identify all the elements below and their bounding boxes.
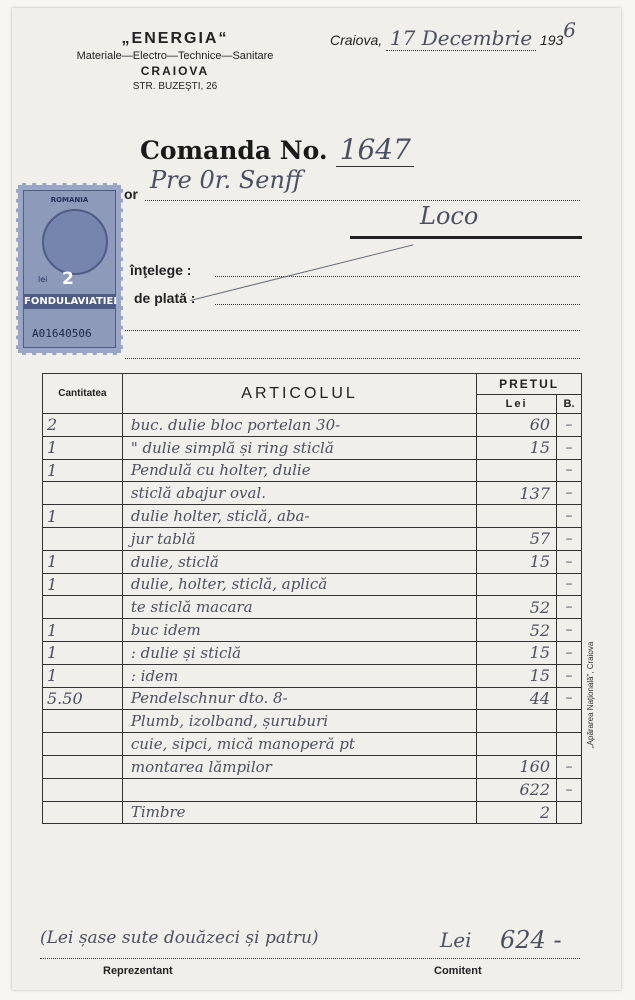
row-article: Pendelschnur dto. 8- — [122, 687, 476, 710]
row-article: : idem — [122, 664, 476, 687]
recipient-location: Loco — [420, 202, 479, 230]
row-qty: 1 — [43, 436, 123, 459]
row-article — [122, 778, 476, 801]
date-year-hand: 6 — [563, 18, 577, 42]
row-article: dulie, sticlă — [122, 550, 476, 573]
printer-mark: „Apărarea Naţională”, Craiova — [586, 641, 595, 748]
items-body — [43, 414, 582, 824]
company-header — [55, 30, 295, 92]
stamp-country: ROMANIA — [50, 196, 89, 204]
order-number: 1647 — [336, 133, 414, 167]
row-lei — [477, 573, 557, 596]
total-line — [40, 958, 580, 959]
row-qty — [43, 482, 123, 505]
header-article: ARTICOLUL — [122, 374, 476, 414]
date-line — [330, 18, 620, 51]
items-table — [42, 373, 582, 824]
recipient-label: or — [124, 186, 138, 202]
header-price: PRETUL — [477, 374, 582, 395]
row-bani — [557, 801, 582, 824]
row-qty: 1 — [43, 550, 123, 573]
row-lei: 137 — [477, 482, 557, 505]
stamp-serial: A01640506 — [32, 327, 92, 340]
row-lei: 15 — [477, 664, 557, 687]
table-row — [43, 596, 582, 619]
table-row — [43, 505, 582, 528]
row-bani: – — [557, 459, 582, 482]
revenue-stamp — [16, 183, 123, 355]
row-article: dulie holter, sticlă, aba- — [122, 505, 476, 528]
row-article: buc idem — [122, 619, 476, 642]
table-row — [43, 641, 582, 664]
stamp-value: 2 — [62, 269, 74, 289]
row-lei: 57 — [477, 527, 557, 550]
row-bani — [557, 733, 582, 756]
row-qty — [43, 733, 123, 756]
row-article: : dulie și sticlă — [122, 641, 476, 664]
date-year-printed: 193 — [539, 32, 564, 48]
total-in-words: (Lei șase sute douăzeci și patru) — [40, 928, 319, 948]
company-name: „ENERGIA“ — [121, 30, 229, 47]
row-lei — [477, 459, 557, 482]
row-bani: – — [557, 550, 582, 573]
date-day-month: 17 Decembrie — [386, 26, 536, 51]
row-bani: – — [557, 505, 582, 528]
row-lei — [477, 710, 557, 733]
table-row — [43, 778, 582, 801]
blank-line-1 — [125, 330, 580, 331]
row-qty — [43, 755, 123, 778]
row-article: te sticlă macara — [122, 596, 476, 619]
row-qty: 1 — [43, 619, 123, 642]
row-qty: 1 — [43, 641, 123, 664]
row-lei: 2 — [477, 801, 557, 824]
table-row — [43, 550, 582, 573]
row-article: cuie, sipci, mică manoperă pt — [122, 733, 476, 756]
date-city-label: Craiova, — [330, 32, 383, 48]
row-bani: – — [557, 482, 582, 505]
row-lei — [477, 505, 557, 528]
row-qty: 2 — [43, 414, 123, 437]
row-qty: 1 — [43, 573, 123, 596]
row-article: " dulie simplă și ring sticlă — [122, 436, 476, 459]
stamp-portrait — [42, 209, 108, 275]
row-bani: – — [557, 596, 582, 619]
table-row — [43, 710, 582, 733]
row-qty — [43, 527, 123, 550]
table-row — [43, 687, 582, 710]
table-row — [43, 801, 582, 824]
row-lei: 622 — [477, 778, 557, 801]
company-street: STR. BUZEŞTI, 26 — [132, 81, 218, 92]
row-bani — [557, 710, 582, 733]
row-bani: – — [557, 527, 582, 550]
field-intelege-label: înţelege : — [130, 262, 192, 278]
row-lei: 15 — [477, 436, 557, 459]
row-qty: 5.50 — [43, 687, 123, 710]
table-row — [43, 436, 582, 459]
row-bani: – — [557, 664, 582, 687]
total-amount: 624 - — [500, 926, 562, 954]
total-label: Lei — [440, 928, 472, 952]
table-row — [43, 482, 582, 505]
row-qty — [43, 710, 123, 733]
blank-line-2 — [125, 358, 580, 359]
row-article: dulie, holter, sticlă, aplică — [122, 573, 476, 596]
table-row — [43, 733, 582, 756]
field-plata-line — [215, 304, 580, 305]
row-lei: 160 — [477, 755, 557, 778]
company-city: CRAIOVA — [140, 64, 210, 78]
stamp-frame — [23, 190, 116, 348]
recipient-line-1 — [145, 200, 580, 201]
row-qty — [43, 596, 123, 619]
row-bani: – — [557, 573, 582, 596]
stamp-currency: lei — [38, 275, 48, 284]
stamp-fund: FONDULAVIATIEI — [24, 296, 118, 307]
row-lei: 52 — [477, 596, 557, 619]
field-intelege-line — [215, 276, 580, 277]
table-row — [43, 573, 582, 596]
order-title-label: Comanda No. — [140, 136, 328, 165]
row-bani: – — [557, 414, 582, 437]
row-qty — [43, 778, 123, 801]
row-article: Timbre — [122, 801, 476, 824]
recipient-underline — [350, 236, 582, 239]
row-bani: – — [557, 436, 582, 459]
row-bani: – — [557, 755, 582, 778]
row-lei: 15 — [477, 641, 557, 664]
row-lei: 44 — [477, 687, 557, 710]
header-bani: B. — [557, 395, 582, 414]
table-row — [43, 414, 582, 437]
row-lei: 60 — [477, 414, 557, 437]
table-row — [43, 459, 582, 482]
footer-principal: Comitent — [434, 965, 482, 977]
table-row — [43, 619, 582, 642]
row-article: montarea lămpilor — [122, 755, 476, 778]
row-article: Pendulă cu holter, dulie — [122, 459, 476, 482]
row-qty: 1 — [43, 505, 123, 528]
row-article: jur tablă — [122, 527, 476, 550]
table-row — [43, 755, 582, 778]
row-article: buc. dulie bloc portelan 30- — [122, 414, 476, 437]
field-plata-label: de plată : — [134, 290, 196, 306]
row-qty: 1 — [43, 459, 123, 482]
row-article: Plumb, izolband, șuruburi — [122, 710, 476, 733]
row-bani: – — [557, 687, 582, 710]
footer-representative: Reprezentant — [103, 965, 173, 977]
row-qty: 1 — [43, 664, 123, 687]
recipient-name: Pre 0r. Senff — [150, 166, 302, 194]
order-title — [140, 133, 414, 167]
table-row — [43, 664, 582, 687]
row-bani: – — [557, 619, 582, 642]
row-qty — [43, 801, 123, 824]
row-bani: – — [557, 778, 582, 801]
row-lei: 52 — [477, 619, 557, 642]
row-bani: – — [557, 641, 582, 664]
company-subtitle: Materiale—Electro—Technice—Sanitare — [76, 50, 274, 62]
header-lei: Lei — [477, 395, 557, 414]
row-lei: 15 — [477, 550, 557, 573]
row-lei — [477, 733, 557, 756]
table-row — [43, 527, 582, 550]
row-article: sticlă abajur oval. — [122, 482, 476, 505]
header-qty: Cantitatea — [43, 374, 123, 414]
